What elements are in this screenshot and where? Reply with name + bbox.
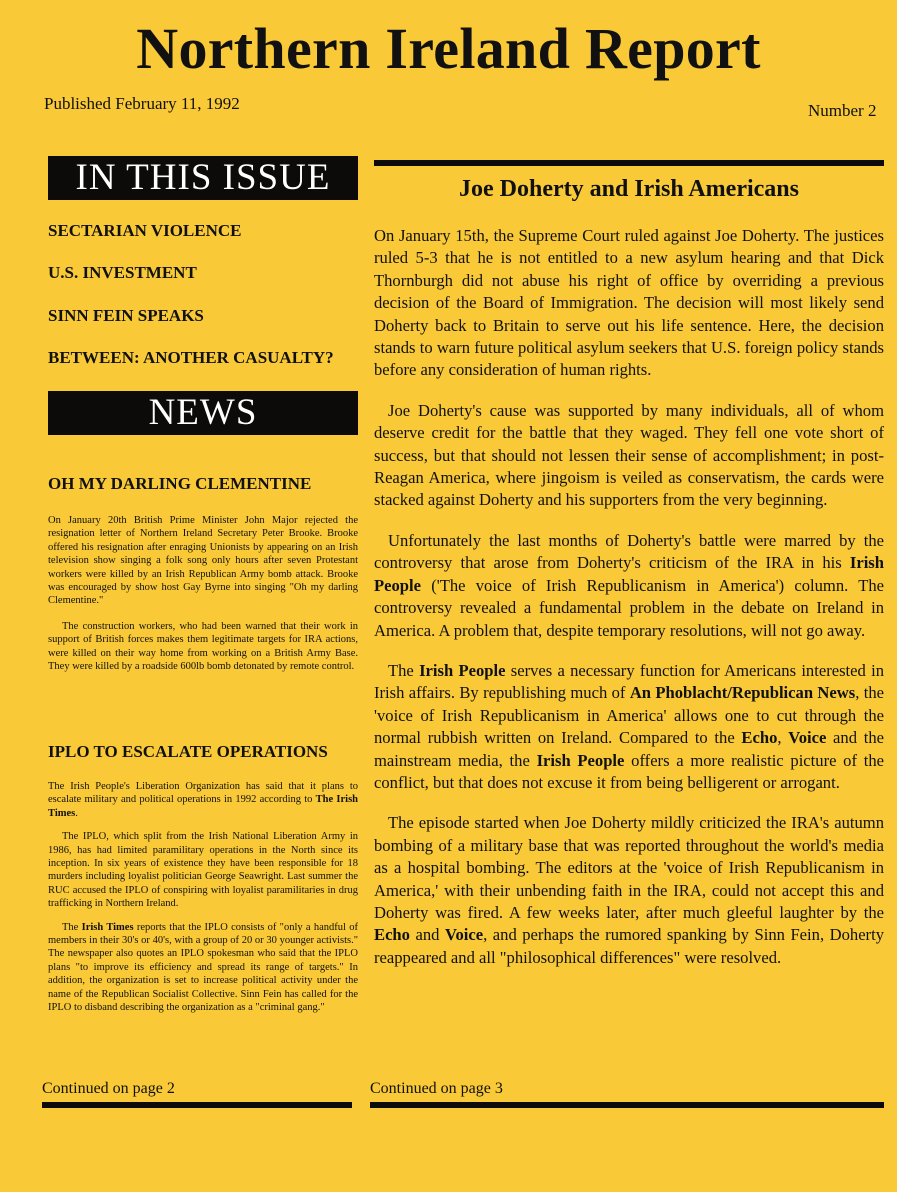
- story-headline: OH MY DARLING CLEMENTINE: [48, 474, 312, 493]
- toc-item: SINN FEIN SPEAKS: [48, 306, 204, 325]
- story-paragraph: The Irish Times reports that the IPLO consists of "only a handful of members in their 30's or 40's, with a group of 20 or 30 younger activists." The newspaper also quotes an IPLO spokesman who said that the IPLO plans "to improve its efficiency and spread its range of targets." In addition, the organization is set to increase political activity under the name of the Republican Socialist Collective. Sinn Fein has called for the IPLO to disband describing the organization as a "criminal gang.": [48, 921, 359, 1014]
- feature-paragraph: The Irish People serves a necessary function for Americans interested in Irish affairs. By republishing much of An Phoblacht/Republican News, the 'voice of Irish Republicanism in America' allows one to cut through the normal rubbish written on Ireland. Compared to the Echo, Voice and the mainstream media, the Irish People offers a more realistic picture of the conflict, but that does not excuse it from being belligerent or arrogant.: [374, 660, 884, 792]
- in-this-issue-banner: IN THIS ISSUE: [48, 156, 358, 200]
- feature-paragraph: Unfortunately the last months of Doherty's battle were marred by the controversy that arose from Doherty's criticism of the IRA in his Irish People ('The voice of Irish Republicanism in America') column. The controversy revealed a fundamental problem in the debate on Ireland in America. A problem that, despite temporary resolutions, will not go away.: [374, 530, 884, 640]
- story-paragraph: The IPLO, which split from the Irish National Liberation Army in 1986, has had limited paramilitary operations in the North since its inception. In six years of existence they have been responsible for 18 murders including loyalist politician George Seawright. Last summer the RUC accused the IPLO of conspiring with loyalist paramilitaries in drug trafficking in Northern Ireland.: [48, 831, 358, 910]
- toc-item: BETWEEN: ANOTHER CASUALTY?: [48, 348, 334, 367]
- feature-headline: Joe Doherty and Irish Americans: [459, 176, 799, 202]
- feature-paragraph: Joe Doherty's cause was supported by many individuals, all of whom deserve credit for the battle that they waged. They fell one vote short of success, but that should not lessen their sense of accomplishment; in post-Reagan America, where jingoism is veiled as conservatism, the cards were stacked against Doherty and his supporters from the very beginning.: [374, 400, 884, 510]
- continued-page-3: Continued on page 3: [370, 1080, 503, 1097]
- story-headline: IPLO TO ESCALATE OPERATIONS: [48, 742, 328, 761]
- issue-number: Number 2: [808, 101, 877, 120]
- continued-page-2: Continued on page 2: [42, 1080, 175, 1097]
- story-paragraph: On January 20th British Prime Minister John Major rejected the resignation letter of Northern Ireland Secretary Peter Brooke. Brooke offered his resignation after enraging Unionists by appearing on an Irish television show singing a folk song only hours after seven Protestant workers were killed by an Irish Republican Army bomb attack. Brooke was encouraged by show host Gay Byrne into singing "Oh my darling Clementine.": [48, 515, 358, 607]
- feature-paragraph: On January 15th, the Supreme Court ruled against Joe Doherty. The justices ruled 5-3 that he is not entitled to a new asylum hearing and that Dick Thornburgh did not abuse his right of office by overriding a previous decision of the Board of Immigration. The decision will most likely send Doherty back to Britain to serve out his life sentence. Here, the decision stands to warn future political asylum seekers that U.S. foreign policy stands before any consideration of human rights.: [374, 226, 884, 380]
- newsletter-title: Northern Ireland Report: [136, 16, 761, 81]
- story-paragraph: The Irish People's Liberation Organization has said that it plans to escalate military and political operations in 1992 according to The Irish Times.: [48, 781, 359, 819]
- story-clementine: [48, 474, 358, 673]
- publication-date: Published February 11, 1992: [44, 94, 240, 113]
- story-paragraph: The construction workers, who had been warned that their work in support of British forces makes them legitimate targets for IRA actions, were killed on their way home from working on a British Army Base. They were killed by a roadside 600lb bomb detonated by remote control.: [48, 620, 358, 673]
- feature-top-rule: [374, 160, 884, 166]
- feature-article: [374, 176, 884, 969]
- story-iplo: [48, 742, 358, 1015]
- left-bottom-rule: [42, 1102, 352, 1108]
- feature-paragraph: The episode started when Joe Doherty mildly criticized the IRA's autumn bombing of a military base that was reported throughout the world's media as a hospital bombing. The editors at the 'voice of Irish Republicanism in America,' with their unbending faith in the IRA, could not accept this and Doherty was fired. A few weeks later, after much gleeful laughter by the Echo and Voice, and perhaps the rumored spanking by Sinn Fein, Doherty reappeared and all "philosophical differences" were resolved.: [374, 813, 884, 967]
- toc-item: SECTARIAN VIOLENCE: [48, 221, 242, 240]
- news-banner: NEWS: [48, 391, 358, 435]
- toc-item: U.S. INVESTMENT: [48, 263, 197, 282]
- right-bottom-rule: [370, 1102, 884, 1108]
